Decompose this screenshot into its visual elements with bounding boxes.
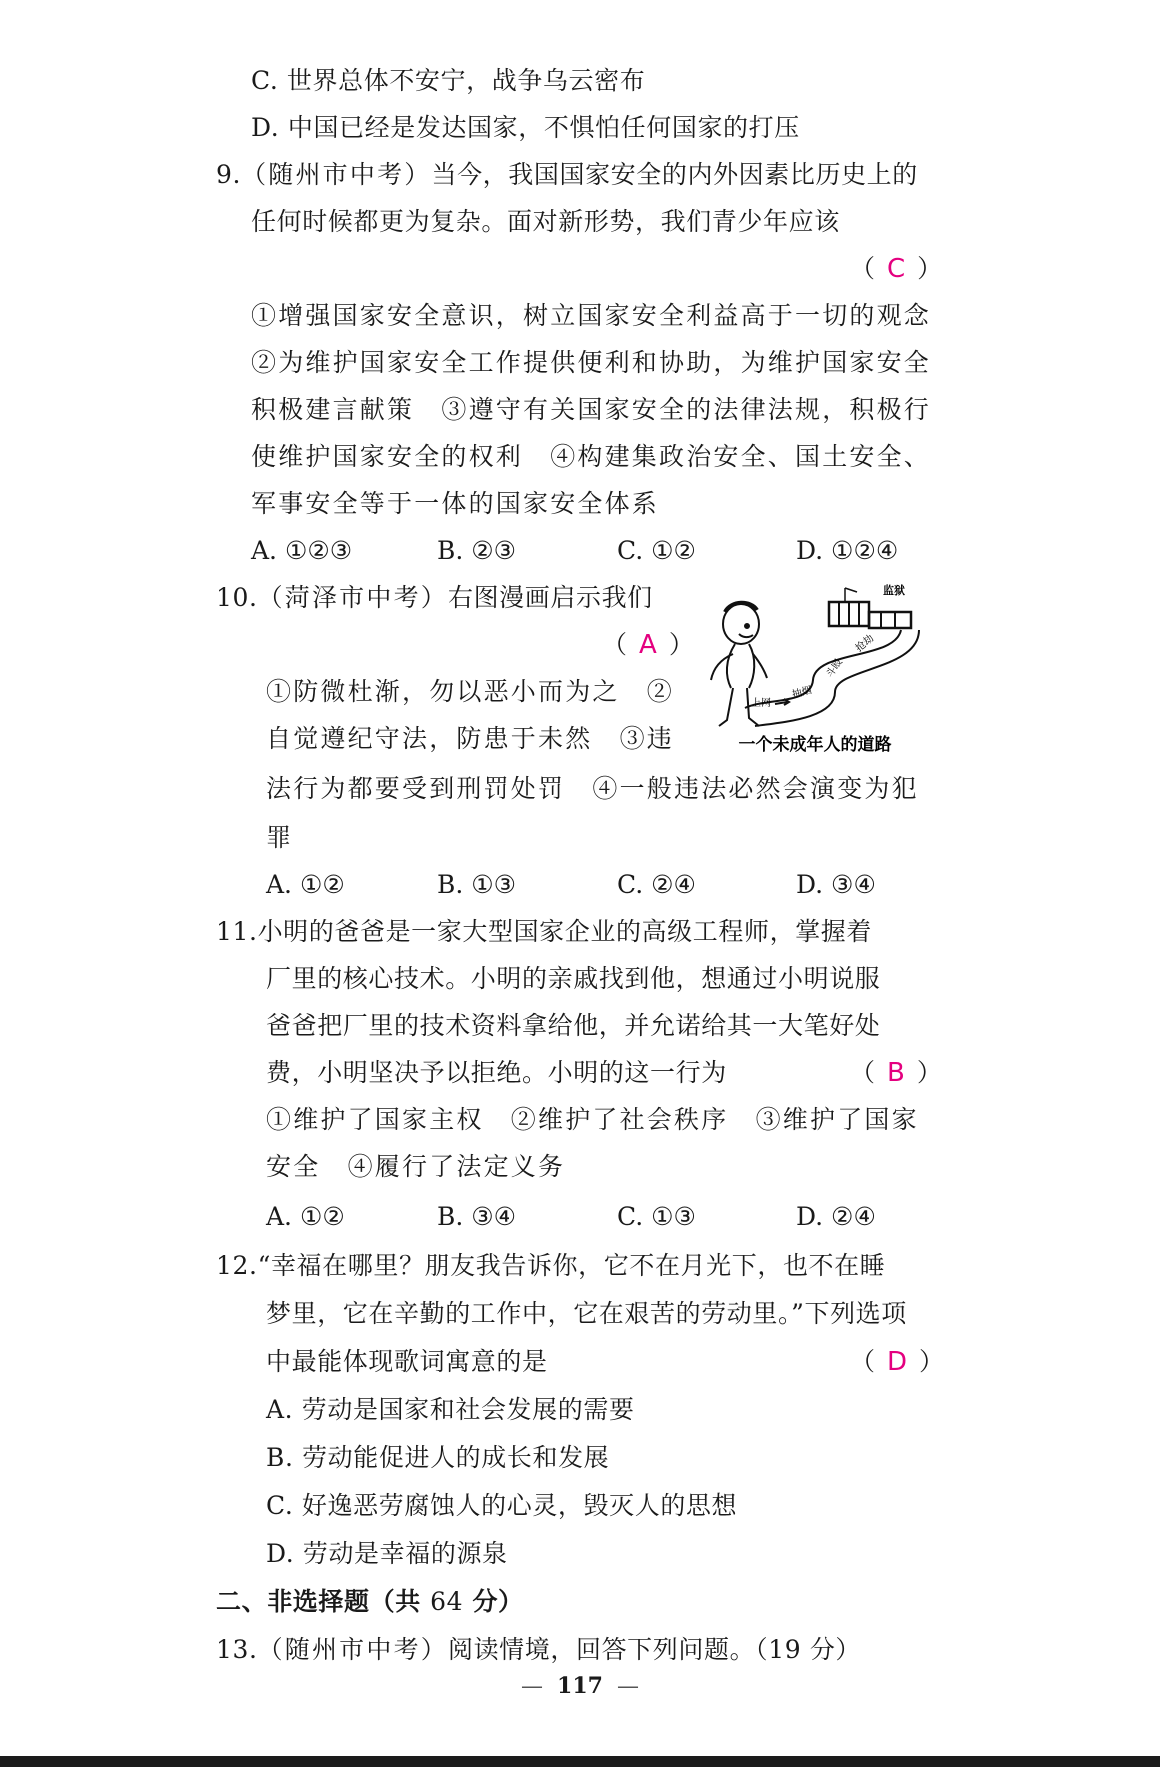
q9-text: 当今，我国国家安全的内外因素比历史上的 bbox=[431, 160, 918, 189]
q10-option-d: D. ③④ bbox=[796, 870, 876, 899]
cartoon-prison-label: 监狱 bbox=[883, 584, 905, 597]
q11-number: 11. bbox=[216, 917, 258, 946]
q12-option-d: D. 劳动是幸福的源泉 bbox=[266, 1539, 508, 1568]
q10-text: 右图漫画启示我们 bbox=[447, 583, 653, 612]
q9-option-b: B. ②③ bbox=[437, 536, 517, 565]
q13-text: 阅读情境，回答下列问题。（19 分） bbox=[447, 1635, 862, 1664]
q12-stem-line1 bbox=[216, 1248, 885, 1284]
q9-statement-line2: ②为维护国家安全工作提供便利和协助，为维护国家安全 bbox=[251, 348, 932, 377]
q11-statement-line1: ①维护了国家主权 ②维护了社会秩序 ③维护了国家 bbox=[266, 1105, 919, 1134]
q11-answer: B bbox=[887, 1058, 905, 1088]
q11-option-c: C. ①③ bbox=[617, 1202, 696, 1231]
q10-statement-line3: 法行为都要受到刑罚处罚 ④一般违法必然会演变为犯 bbox=[266, 774, 919, 803]
q11-answer-bracket: （ B ） bbox=[850, 1058, 942, 1088]
cartoon-step-fight: 斗殴 bbox=[824, 657, 845, 680]
q9-answer-bracket: （ C ） bbox=[850, 254, 943, 284]
q9-number: 9. bbox=[216, 160, 242, 189]
q12-text: “幸福在哪里？朋友我告诉你，它不在月光下，也不在睡 bbox=[257, 1251, 886, 1280]
q10-answer-bracket: （ A ） bbox=[602, 630, 694, 660]
cartoon-step-smoke: 抽烟 bbox=[790, 685, 814, 701]
q11-option-d: D. ②④ bbox=[796, 1202, 876, 1231]
q11-text: 小明的爸爸是一家大型国家企业的高级工程师，掌握着 bbox=[257, 917, 872, 946]
page-footer: — 117 — bbox=[521, 1673, 639, 1699]
q10-statement-line2: 自觉遵纪守法，防患于未然 ③违 bbox=[266, 724, 675, 753]
q12-answer: D bbox=[887, 1347, 908, 1377]
q12-answer-bracket: （ D ） bbox=[850, 1347, 945, 1377]
bottom-edge-bar bbox=[0, 1756, 1160, 1767]
q9-stem-line1 bbox=[216, 157, 918, 193]
q10-option-c: C. ②④ bbox=[617, 870, 696, 899]
q11-stem-line2: 厂里的核心技术。小明的亲戚找到他，想通过小明说服 bbox=[266, 964, 881, 993]
q9-statement-line3: 积极建言献策 ③遵守有关国家安全的法律法规，积极行 bbox=[251, 395, 932, 424]
q11-stem-line3: 爸爸把厂里的技术资料拿给他，并允诺给其一大笔好处 bbox=[266, 1011, 881, 1040]
q9-option-c: C. ①② bbox=[617, 536, 696, 565]
q9-option-d: D. ①②④ bbox=[796, 536, 899, 565]
q10-number: 10. bbox=[216, 583, 258, 612]
q12-number: 12. bbox=[216, 1251, 258, 1280]
q10-stem-line1 bbox=[216, 580, 653, 616]
q12-stem-line2: 梦里，它在辛勤的工作中，它在艰苦的劳动里。”下列选项 bbox=[266, 1299, 907, 1328]
q11-statement-line2: 安全 ④履行了法定义务 bbox=[266, 1152, 566, 1181]
q10-source: （菏泽市中考） bbox=[257, 583, 448, 612]
q8-option-d: D. 中国已经是发达国家，不惧怕任何国家的打压 bbox=[251, 113, 800, 142]
cartoon-step-internet: 上网 bbox=[751, 698, 771, 709]
q11-option-b: B. ③④ bbox=[437, 1202, 517, 1231]
q11-stem-line4: 费，小明坚决予以拒绝。小明的这一行为 bbox=[266, 1058, 727, 1087]
q10-statement-line4: 罪 bbox=[266, 823, 294, 852]
q12-stem-line3: 中最能体现歌词寓意的是 bbox=[266, 1347, 548, 1376]
q10-answer: A bbox=[639, 630, 657, 660]
section2-score: 64 bbox=[430, 1587, 464, 1616]
q12-option-a: A. 劳动是国家和社会发展的需要 bbox=[266, 1395, 635, 1424]
q8-option-c: C. 世界总体不安宁，战争乌云密布 bbox=[251, 66, 646, 95]
q10-option-a: A. ①② bbox=[266, 870, 345, 899]
q9-option-a: A. ①②③ bbox=[251, 536, 353, 565]
q10-cartoon-illustration bbox=[695, 580, 935, 756]
q10-option-b: B. ①③ bbox=[437, 870, 517, 899]
q9-answer: C bbox=[887, 254, 906, 284]
q12-option-b: B. 劳动能促进人的成长和发展 bbox=[266, 1443, 610, 1472]
q11-option-a: A. ①② bbox=[266, 1202, 345, 1231]
q13-number: 13. bbox=[216, 1635, 258, 1664]
q13-stem-line1 bbox=[216, 1632, 861, 1668]
q12-option-c: C. 好逸恶劳腐蚀人的心灵，毁灭人的思想 bbox=[266, 1491, 738, 1520]
q11-stem-line1 bbox=[216, 914, 872, 950]
q9-statement-line4: 使维护国家安全的权利 ④构建集政治安全、国土安全、 bbox=[251, 442, 932, 471]
q9-source: （随州市中考） bbox=[241, 160, 432, 189]
cartoon-caption: 一个未成年人的道路 bbox=[738, 735, 892, 755]
q9-statement-line1: ①增强国家安全意识，树立国家安全利益高于一切的观念 bbox=[251, 301, 932, 330]
section2-heading: 二、非选择题（共 64 分） bbox=[216, 1587, 524, 1616]
q9-statement-line5: 军事安全等于一体的国家安全体系 bbox=[251, 489, 660, 518]
page-number: 117 bbox=[557, 1673, 603, 1699]
q9-stem-line2: 任何时候都更为复杂。面对新形势，我们青少年应该 bbox=[251, 207, 840, 236]
q13-source: （随州市中考） bbox=[257, 1635, 448, 1664]
q10-statement-line1: ①防微杜渐，勿以恶小而为之 ② bbox=[266, 677, 675, 706]
cartoon-step-rob: 抢劫 bbox=[853, 633, 877, 655]
